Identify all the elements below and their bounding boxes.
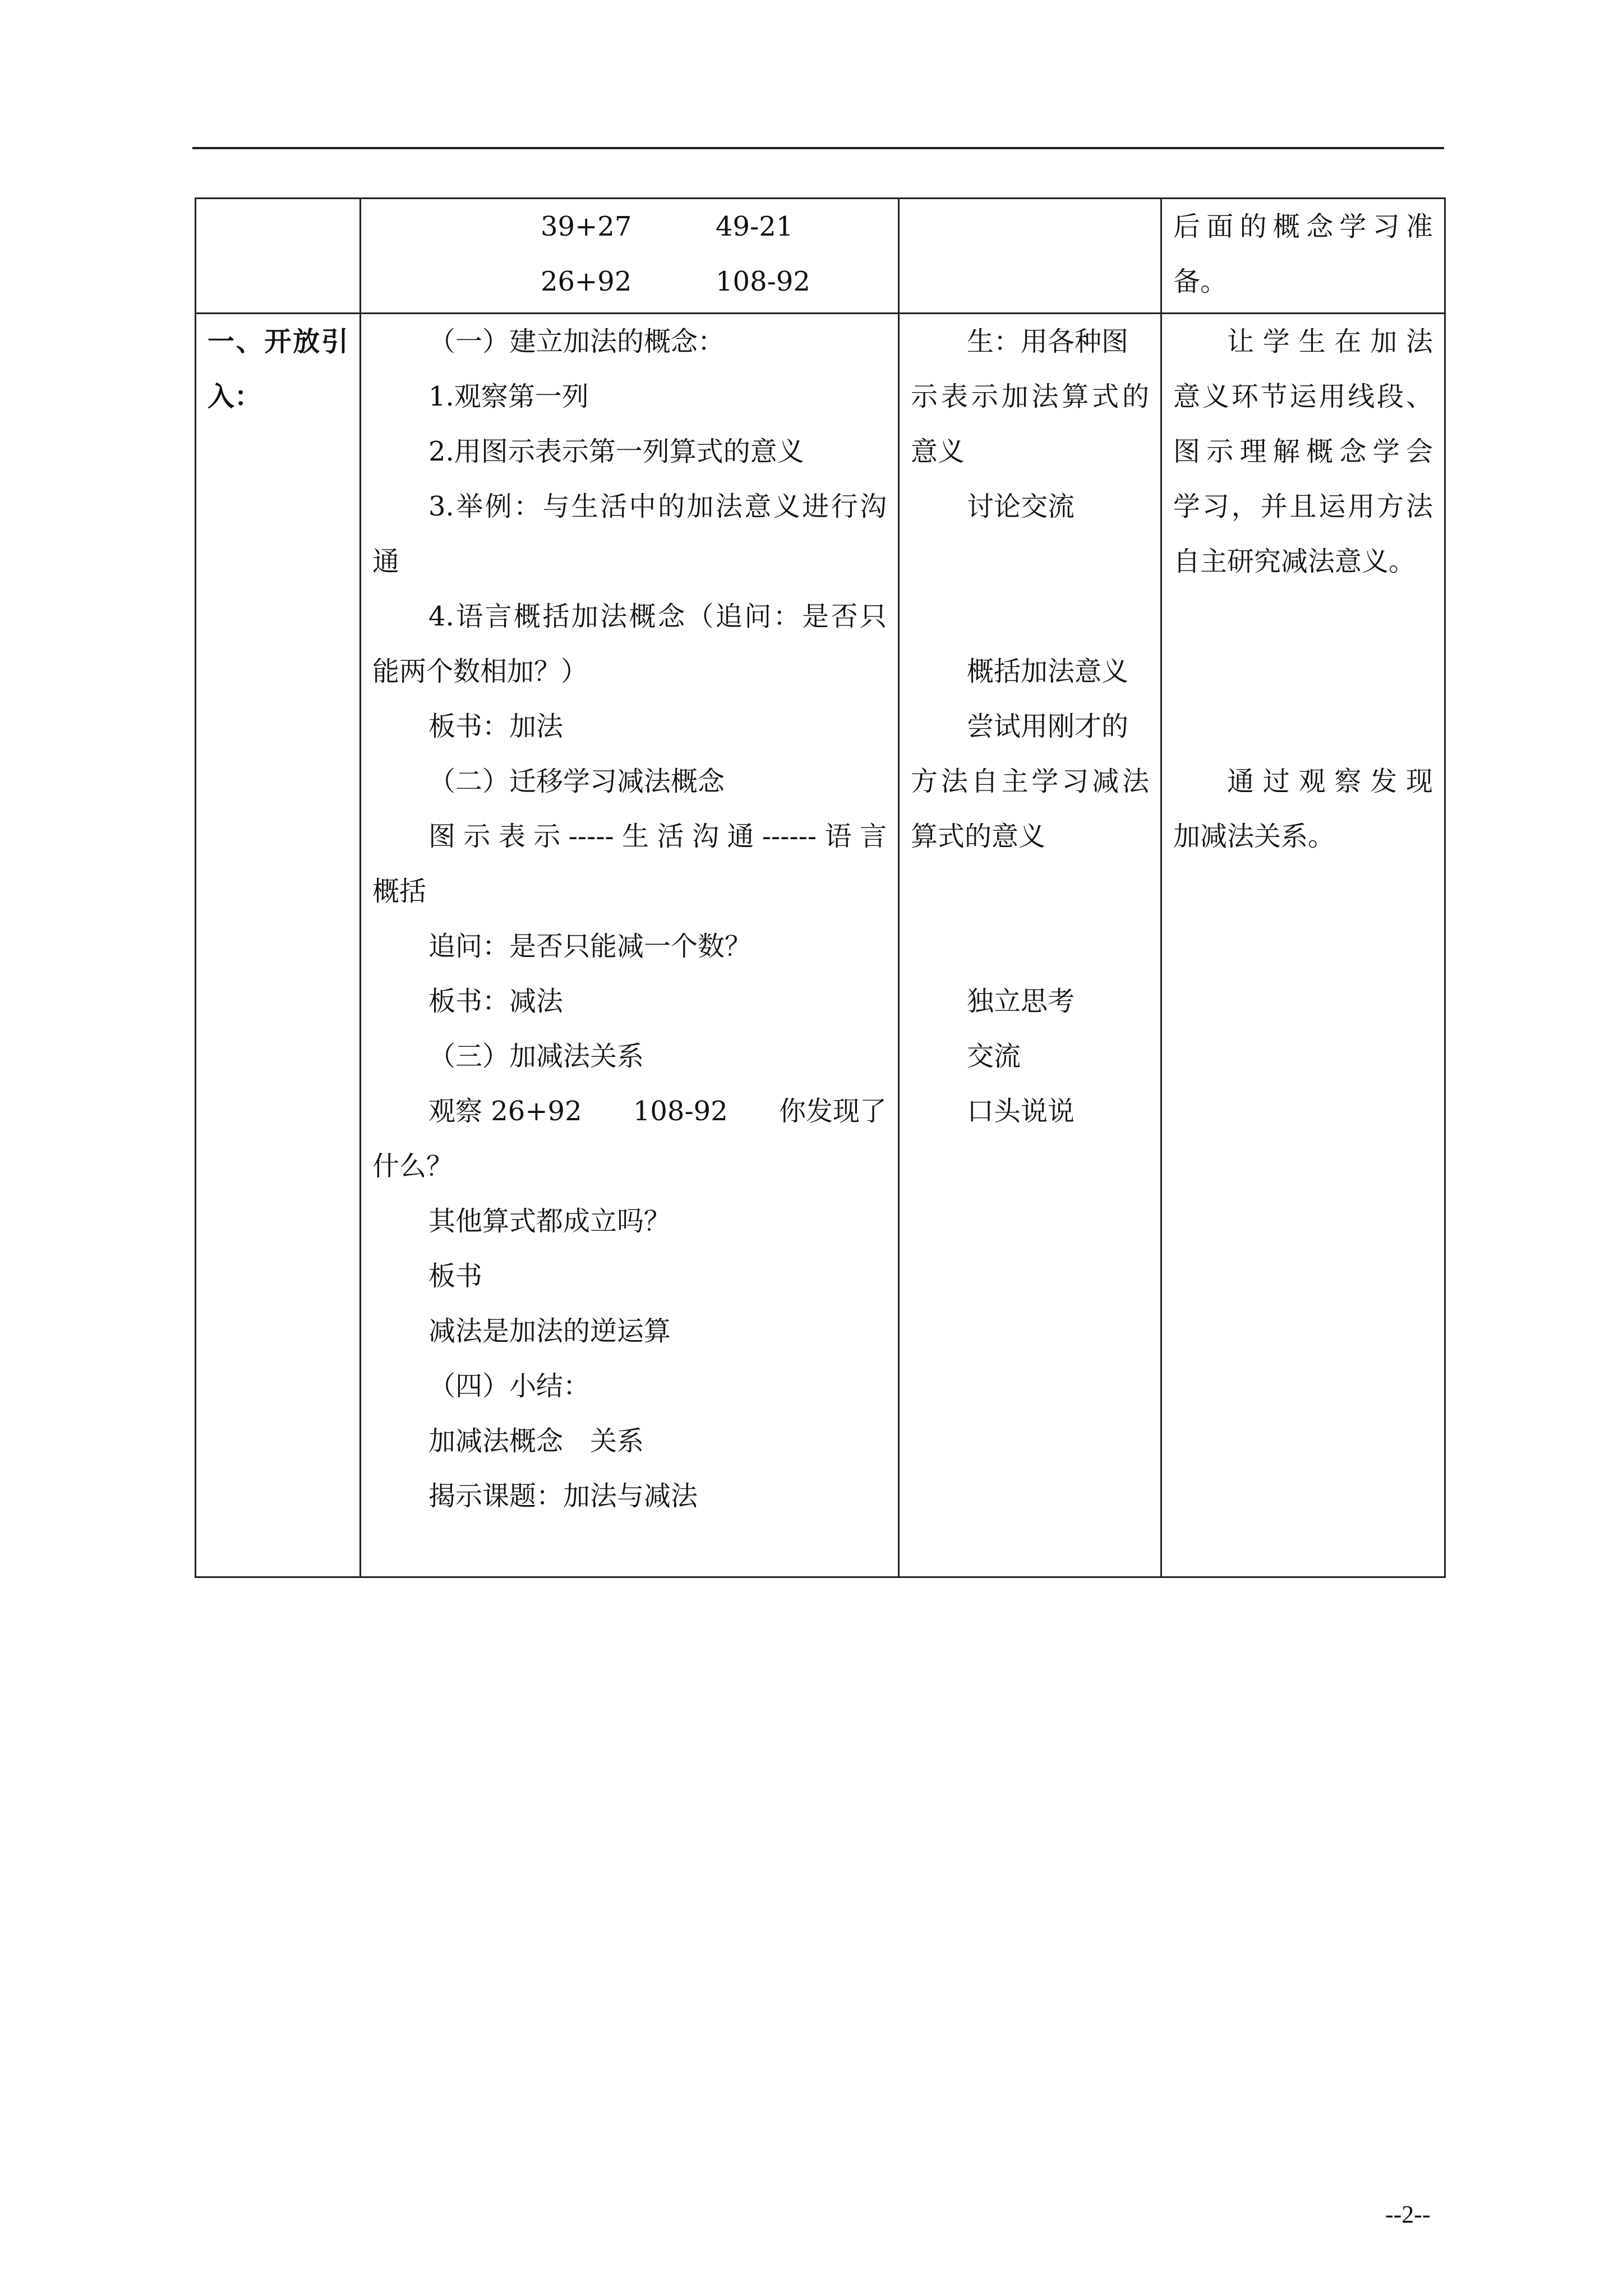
spacer — [911, 534, 1149, 644]
text-line: （三）加减法关系 — [428, 1041, 644, 1072]
text-line: 通过观察发现 — [1227, 766, 1433, 797]
text-line: 交流 — [967, 1041, 1021, 1072]
text-line: 意义 — [911, 436, 965, 467]
calc-expression: 39+27 — [541, 211, 632, 242]
text-line: 图示表示-----生活沟通------语言 — [428, 821, 887, 852]
text-line: 尝试用刚才的 — [967, 711, 1129, 742]
text-line: 通 — [372, 546, 400, 577]
text-line: 2.用图示表示第一列算式的意义 — [428, 436, 804, 467]
table-row — [196, 199, 1445, 314]
stage-cell — [196, 199, 361, 314]
table-row — [196, 314, 1445, 1577]
text-line: （四）小结： — [428, 1370, 591, 1402]
text-line: 意义环节运用线段、 — [1173, 381, 1433, 412]
student-activity-cell — [899, 314, 1161, 1577]
spacer — [911, 864, 1149, 974]
text-line: 学习，并且运用方法 — [1173, 491, 1433, 522]
text-line: （二）迁移学习减法概念 — [428, 766, 725, 797]
spacer — [1173, 589, 1433, 699]
spacer — [1173, 699, 1433, 754]
text-line: 概括 — [372, 876, 427, 907]
text-line: 1.观察第一列 — [428, 381, 589, 412]
text-line: 口头说说 — [967, 1096, 1075, 1127]
text-line: 后面的概念学习准 — [1173, 211, 1433, 242]
stage-cell — [196, 314, 361, 1577]
text-line: 能两个数相加？） — [372, 656, 588, 687]
text-line: 其他算式都成立吗？ — [428, 1205, 671, 1237]
text-line: 加减法关系。 — [1173, 821, 1335, 852]
text-line: 板书：加法 — [428, 711, 564, 742]
text-line: 示表示加法算式的 — [911, 381, 1149, 412]
text-line: 图示理解概念学会 — [1173, 436, 1433, 467]
text-line: 3.举例：与生活中的加法意义进行沟 — [428, 491, 887, 522]
text-line: 概括加法意义 — [967, 656, 1129, 687]
calc-expression: 108-92 — [716, 266, 810, 297]
text-line: 揭示课题：加法与减法 — [428, 1480, 698, 1512]
header-rule — [192, 147, 1444, 149]
text-segment: 108-92 — [633, 1096, 728, 1127]
text-line: 什么？ — [372, 1151, 454, 1182]
text-line: 板书：减法 — [428, 986, 564, 1017]
text-line: 生：用各种图 — [967, 326, 1129, 357]
text-line: 独立思考 — [967, 986, 1075, 1017]
student-activity-cell — [899, 199, 1161, 314]
calc-expression: 49-21 — [716, 211, 794, 242]
text-line: 方法自主学习减法 — [911, 766, 1149, 797]
stage-title: 一、开放引 — [208, 326, 348, 357]
text-line: 自主研究减法意义。 — [1173, 546, 1416, 577]
text-line: 板书 — [428, 1260, 483, 1292]
text-line: （一）建立加法的概念： — [428, 326, 725, 357]
text-segment: 观察 26+92 — [428, 1096, 582, 1127]
text-segment: 你发现了 — [778, 1096, 887, 1127]
text-line: 备。 — [1173, 266, 1228, 297]
page-number: --2-- — [1385, 2201, 1431, 2228]
text-line: 追问：是否只能减一个数？ — [428, 931, 752, 962]
design-intent-cell — [1161, 199, 1445, 314]
text-line: 讨论交流 — [967, 491, 1075, 522]
calc-expression: 26+92 — [541, 266, 632, 297]
text-line: 算式的意义 — [911, 821, 1046, 852]
teacher-activity-cell — [361, 199, 899, 314]
text-line: 让学生在加法 — [1227, 326, 1433, 357]
calc-line — [372, 199, 887, 254]
text-line: 4.语言概括加法概念（追问：是否只 — [428, 601, 887, 632]
stage-title: 入： — [208, 381, 262, 412]
calc-line — [372, 254, 887, 309]
text-line: 减法是加法的逆运算 — [428, 1315, 671, 1347]
teacher-activity-cell — [361, 314, 899, 1577]
lesson-plan-table — [195, 197, 1446, 1578]
design-intent-cell — [1161, 314, 1445, 1577]
text-line: 加减法概念 关系 — [428, 1425, 644, 1457]
text-line — [372, 1084, 887, 1139]
